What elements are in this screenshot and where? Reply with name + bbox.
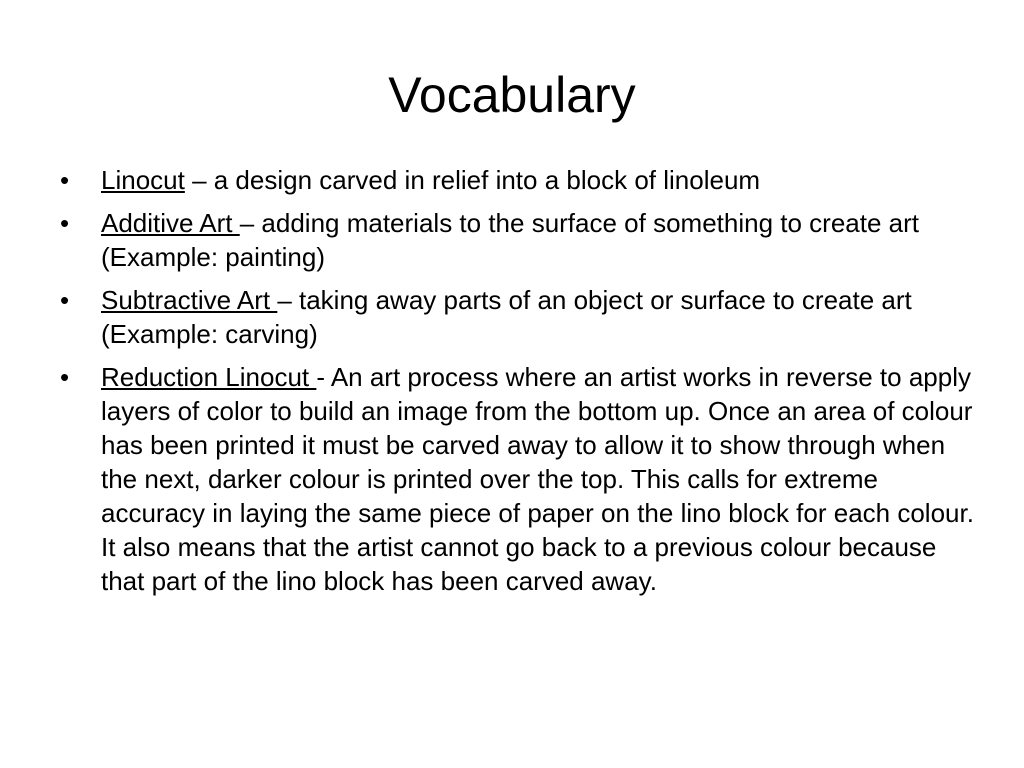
bullet-icon: •	[60, 362, 70, 392]
slide-title: Vocabulary	[388, 67, 636, 123]
term-additive-art: Additive Art	[101, 208, 240, 238]
term-linocut: Linocut	[101, 165, 185, 195]
list-item-additive-art	[60, 206, 975, 274]
definition-additive-art: – adding materials to the surface of something to create art (Example: painting)	[101, 208, 919, 272]
bullet-icon: •	[60, 165, 70, 195]
definition-linocut: – a design carved in relief into a block of linoleum	[184, 165, 761, 195]
list-item-subtractive-art	[60, 283, 975, 351]
term-reduction-linocut: Reduction Linocut	[101, 362, 317, 392]
list-item-linocut	[60, 163, 975, 197]
bullet-icon: •	[60, 208, 70, 238]
term-subtractive-art: Subtractive Art	[101, 285, 278, 315]
list-item-reduction-linocut	[60, 360, 975, 598]
vocabulary-list	[60, 163, 975, 607]
definition-reduction-linocut: - An art process where an artist works in reverse to apply layers of color to build an image from the bottom up. Once an area of colour has been printed it must be carved away to allow it to show through when the next, darker colour is printed over the top. This calls for extreme accuracy in laying the same piece of paper on the lino block for each colour. It also means that the artist cannot go back to a previous colour because that part of the lino block has been carved away.	[101, 362, 974, 596]
definition-subtractive-art: – taking away parts of an object or surface to create art (Example: carving)	[101, 285, 912, 349]
bullet-icon: •	[60, 285, 70, 315]
